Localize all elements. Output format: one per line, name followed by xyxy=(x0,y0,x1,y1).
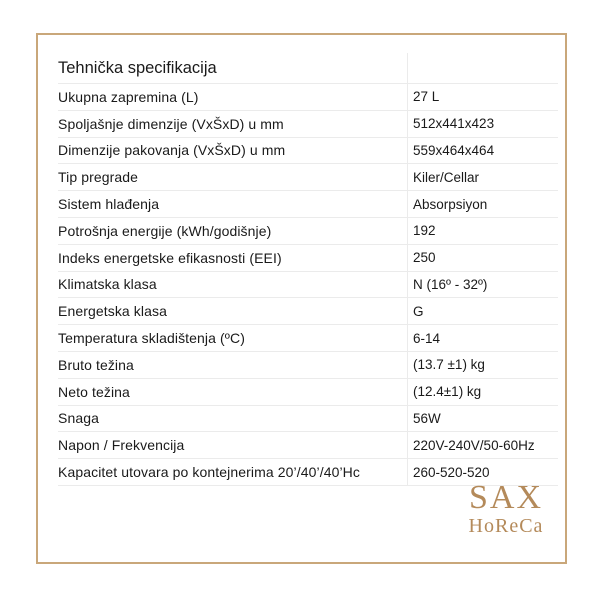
spec-value: G xyxy=(413,303,424,319)
column-divider xyxy=(407,432,408,458)
spec-value: (13.7 ±1) kg xyxy=(413,357,485,373)
column-divider xyxy=(407,53,408,83)
spec-row xyxy=(58,272,558,299)
spec-value: 559x464x464 xyxy=(413,142,495,158)
spec-row xyxy=(58,298,558,325)
spec-row xyxy=(58,111,558,138)
spec-value: 192 xyxy=(413,223,436,239)
column-divider xyxy=(407,352,408,378)
spec-label: Neto težina xyxy=(58,383,130,400)
logo-line-1: SAX xyxy=(468,479,544,516)
spec-label: Klimatska klasa xyxy=(58,276,157,293)
spec-label: Indeks energetske efikasnosti (EEI) xyxy=(58,249,282,266)
column-divider xyxy=(407,245,408,271)
spec-frame xyxy=(36,33,567,564)
column-divider xyxy=(407,191,408,217)
spec-row xyxy=(58,164,558,191)
spec-row xyxy=(58,406,558,433)
spec-row xyxy=(58,191,558,218)
spec-value: Kiler/Cellar xyxy=(413,169,480,185)
spec-label: Spoljašnje dimenzije (VxŠxD) u mm xyxy=(58,115,284,132)
spec-rows xyxy=(58,84,558,486)
spec-label: Potrošnja energije (kWh/godišnje) xyxy=(58,222,272,239)
sax-horeca-logo xyxy=(456,480,556,536)
spec-label: Napon / Frekvencija xyxy=(58,437,185,454)
spec-value: 250 xyxy=(413,250,436,266)
spec-value: 220V-240V/50-60Hz xyxy=(413,437,535,453)
spec-value: 56W xyxy=(413,410,441,426)
column-divider xyxy=(407,218,408,244)
column-divider xyxy=(407,272,408,298)
logo-line-2: HoReCa xyxy=(468,515,544,537)
spec-title-row xyxy=(58,53,558,84)
spec-row xyxy=(58,218,558,245)
spec-label: Snaga xyxy=(58,410,99,427)
column-divider xyxy=(407,379,408,405)
column-divider xyxy=(407,325,408,351)
spec-value: (12.4±1) kg xyxy=(413,384,482,400)
spec-row xyxy=(58,84,558,111)
spec-label: Kapacitet utovara po kontejnerima 20’/40’/40’Hc xyxy=(58,464,360,481)
column-divider xyxy=(407,138,408,164)
spec-value: N (16º - 32º) xyxy=(413,276,488,292)
spec-label: Sistem hlađenja xyxy=(58,196,160,213)
spec-value: 260-520-520 xyxy=(413,464,490,480)
spec-value: 27 L xyxy=(413,89,440,105)
column-divider xyxy=(407,298,408,324)
spec-label: Tip pregrade xyxy=(58,169,139,186)
spec-row xyxy=(58,245,558,272)
column-divider xyxy=(407,84,408,110)
spec-value: 512x441x423 xyxy=(413,116,495,132)
spec-row xyxy=(58,138,558,165)
spec-label: Bruto težina xyxy=(58,356,134,373)
column-divider xyxy=(407,164,408,190)
spec-label: Dimenzije pakovanja (VxŠxD) u mm xyxy=(58,142,286,159)
spec-title: Tehnička specifikacija xyxy=(58,58,217,77)
spec-row xyxy=(58,432,558,459)
spec-value: Absorpsiyon xyxy=(413,196,488,212)
spec-value: 6-14 xyxy=(413,330,441,346)
column-divider xyxy=(407,406,408,432)
spec-row xyxy=(58,379,558,406)
column-divider xyxy=(407,459,408,485)
spec-label: Energetska klasa xyxy=(58,303,167,320)
spec-label: Ukupna zapremina (L) xyxy=(58,88,199,105)
spec-row xyxy=(58,325,558,352)
column-divider xyxy=(407,111,408,137)
spec-label: Temperatura skladištenja (ºC) xyxy=(58,330,245,347)
spec-row xyxy=(58,352,558,379)
spec-table xyxy=(58,53,558,486)
